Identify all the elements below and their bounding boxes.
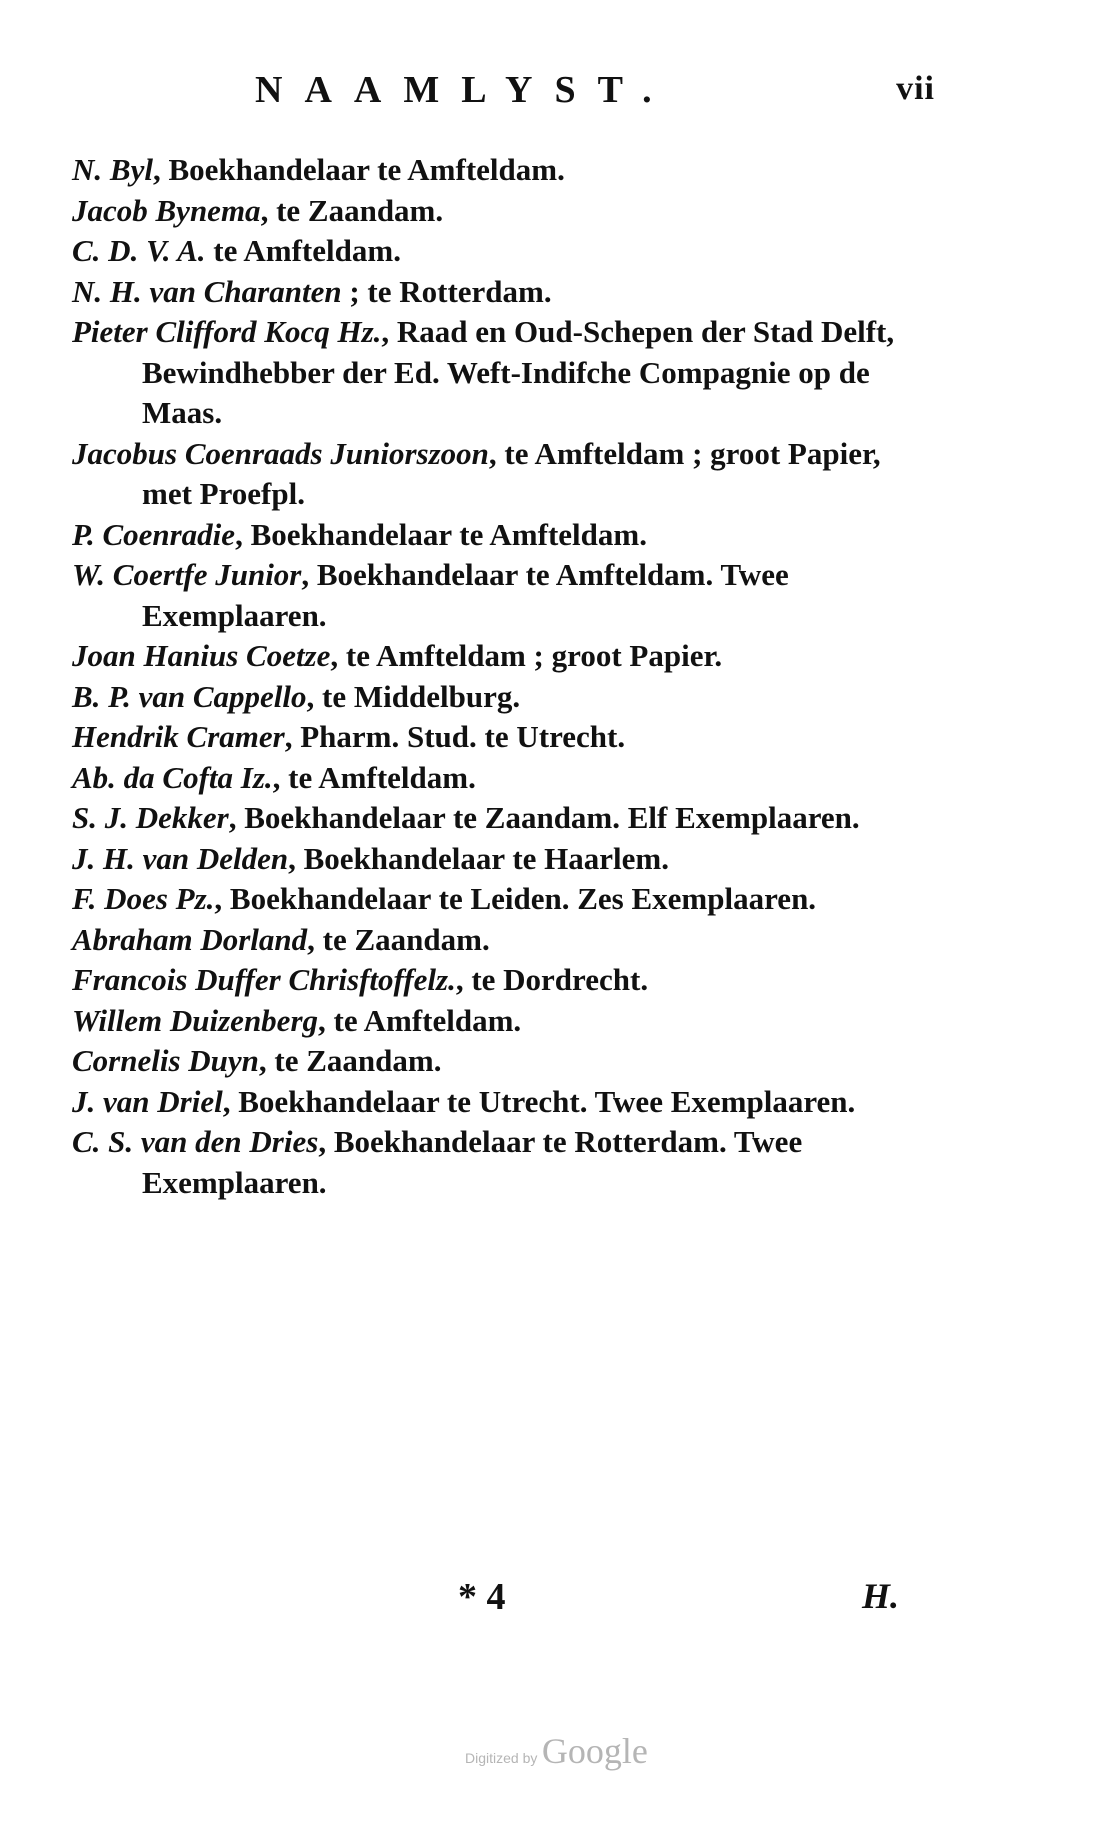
list-item xyxy=(72,920,932,961)
list-item xyxy=(72,960,932,1001)
subscriber-name: Ab. da Cofta Iz. xyxy=(72,759,273,795)
subscriber-name: Jacob Bynema xyxy=(72,192,261,228)
subscriber-name: C. S. van den Dries xyxy=(72,1124,319,1159)
subscriber-name: N. Byl xyxy=(72,152,153,187)
signature-mark: * 4 xyxy=(458,1576,506,1618)
subscriber-name: J. van Driel xyxy=(72,1083,223,1119)
list-item xyxy=(72,555,932,636)
list-item xyxy=(72,636,932,677)
subscriber-details: , Pharm. Stud. te Utrecht. xyxy=(284,719,626,754)
subscriber-details: , Raad en Oud-Schepen der Stad Delft, Bewindhebber der Ed. Weft-Indifche Compagnie op de Maas. xyxy=(142,314,895,430)
google-logo: Google xyxy=(541,1731,648,1771)
subscriber-details: , Boekhandelaar te Utrecht. Twee Exemplaaren. xyxy=(222,1083,856,1119)
subscriber-details: , te Zaandam. xyxy=(307,921,490,957)
list-item xyxy=(72,231,932,272)
subscriber-name: Joan Hanius Coetze xyxy=(72,638,331,673)
subscriber-details: , te Dordrecht. xyxy=(455,962,649,997)
subscriber-details: , Boekhandelaar te Rotterdam. Twee Exemplaaren. xyxy=(142,1124,803,1200)
subscriber-name: W. Coertfe Junior xyxy=(72,557,302,592)
page-header xyxy=(0,68,1115,118)
list-item xyxy=(72,1122,932,1203)
list-item xyxy=(72,717,932,758)
subscriber-details: , Boekhandelaar te Leiden. Zes Exemplaaren. xyxy=(214,881,817,916)
subscriber-name: Cornelis Duyn xyxy=(72,1043,259,1078)
page-footer xyxy=(0,1575,1115,1625)
subscriber-name: Willem Duizenberg xyxy=(72,1002,319,1038)
subscriber-details: , te Zaandam. xyxy=(260,192,444,228)
subscriber-name: N. H. van Charanten xyxy=(72,273,342,309)
subscriber-name: C. D. V. A. xyxy=(72,233,206,268)
subscriber-name: F. Does Pz. xyxy=(72,881,215,916)
subscriber-details: te Amfteldam. xyxy=(205,233,401,268)
subscriber-name: S. J. Dekker xyxy=(72,800,229,835)
list-item xyxy=(72,312,932,434)
subscriber-name: J. H. van Delden xyxy=(72,840,289,876)
subscriber-name: Pieter Clifford Kocq Hz. xyxy=(72,314,382,349)
list-item xyxy=(72,1041,932,1082)
subscriber-details: , te Amfteldam ; groot Papier, met Proefpl. xyxy=(142,435,881,511)
subscriber-name: Francois Duffer Chrisftoffelz. xyxy=(72,962,456,997)
subscriber-details: , Boekhandelaar te Amfteldam. xyxy=(235,516,647,552)
subscriber-details: , te Amfteldam. xyxy=(318,1002,522,1038)
list-item xyxy=(72,677,932,718)
subscriber-details: , Boekhandelaar te Amfteldam. Twee Exemplaaren. xyxy=(142,557,789,633)
list-item xyxy=(72,758,932,799)
subscriber-name: Jacobus Coenraads Juniorszoon xyxy=(72,435,489,471)
catchword: H. xyxy=(862,1576,900,1616)
list-item xyxy=(72,798,932,839)
subscriber-details: , te Amfteldam ; groot Papier. xyxy=(330,638,723,673)
list-item xyxy=(72,1082,932,1123)
subscriber-details: ; te Rotterdam. xyxy=(341,273,552,309)
list-item xyxy=(72,272,932,313)
subscriber-details: , te Middelburg. xyxy=(306,678,521,714)
subscriber-name: P. Coenradie xyxy=(72,516,236,552)
list-item xyxy=(72,434,932,515)
list-item xyxy=(72,515,932,556)
running-title: NAAMLYST. xyxy=(255,69,674,111)
list-item xyxy=(72,839,932,880)
subscriber-details: , Boekhandelaar te Haarlem. xyxy=(288,840,669,876)
list-item xyxy=(72,191,932,232)
list-item xyxy=(72,879,932,920)
page-number: vii xyxy=(896,70,935,107)
list-item xyxy=(72,150,932,191)
subscriber-name: Hendrik Cramer xyxy=(72,719,285,754)
list-item xyxy=(72,1001,932,1042)
digitization-watermark xyxy=(465,1730,648,1772)
subscriber-list xyxy=(72,150,932,1203)
subscriber-details: , Boekhandelaar te Amfteldam. xyxy=(152,152,565,187)
subscriber-details: , te Zaandam. xyxy=(258,1043,442,1078)
subscriber-details: , Boekhandelaar te Zaandam. Elf Exemplaaren. xyxy=(228,800,860,835)
subscriber-name: Abraham Dorland xyxy=(72,921,308,957)
subscriber-name: B. P. van Cappello xyxy=(72,678,307,714)
watermark-prefix: Digitized by xyxy=(465,1750,538,1766)
subscriber-details: , te Amfteldam. xyxy=(272,759,476,795)
